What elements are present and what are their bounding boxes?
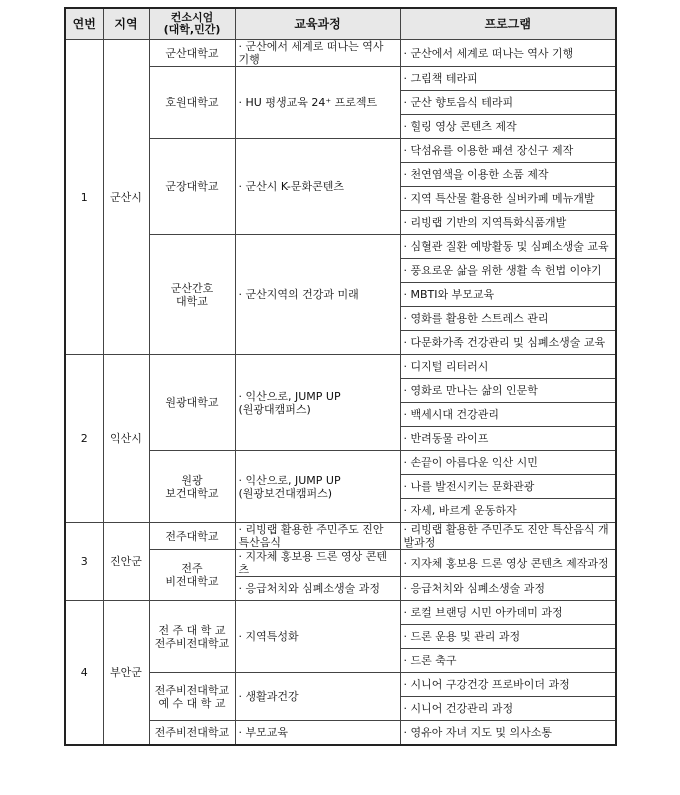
row-consortium: 호원대학교 bbox=[149, 67, 235, 139]
row-consortium: 전주대학교 bbox=[149, 523, 235, 550]
row-program bbox=[400, 355, 616, 379]
row-consortium: 군산대학교 bbox=[149, 40, 235, 67]
row-program-text: · 반려동물 라이프 bbox=[404, 432, 489, 445]
row-program bbox=[400, 379, 616, 403]
row-course bbox=[235, 601, 400, 673]
header-consortium: 컨소시엄 (대학,민간) bbox=[149, 8, 235, 40]
row-course-text: · 군산에서 세계로 떠나는 역사 기행 bbox=[239, 40, 384, 66]
row-course-text: · 익산으로, JUMP UP (원광보건대캠퍼스) bbox=[239, 474, 341, 500]
row-region: 진안군 bbox=[103, 523, 149, 601]
row-program bbox=[400, 697, 616, 721]
row-program bbox=[400, 211, 616, 235]
row-program bbox=[400, 91, 616, 115]
table-body bbox=[65, 40, 616, 745]
row-course bbox=[235, 40, 400, 67]
row-program-text: · 지역 특산물 활용한 실버카페 메뉴개발 bbox=[404, 192, 595, 205]
row-program bbox=[400, 139, 616, 163]
row-program-text: · 백세시대 건강관리 bbox=[404, 408, 500, 421]
row-no: 2 bbox=[65, 355, 103, 523]
header-row bbox=[65, 8, 616, 40]
table-row bbox=[65, 40, 616, 67]
header-region: 지역 bbox=[103, 8, 149, 40]
row-region: 익산시 bbox=[103, 355, 149, 523]
table-row bbox=[65, 601, 616, 625]
row-program-text: · 드론 축구 bbox=[404, 654, 457, 667]
row-course-text: · HU 평생교육 24⁺ 프로젝트 bbox=[239, 96, 378, 109]
row-program bbox=[400, 499, 616, 523]
row-course-text: · 지자체 홍보용 드론 영상 콘텐츠 bbox=[239, 550, 388, 576]
row-course bbox=[235, 451, 400, 523]
row-course bbox=[235, 235, 400, 355]
row-program bbox=[400, 721, 616, 745]
row-course-text: · 지역특성화 bbox=[239, 630, 299, 643]
row-consortium: 원광 보건대학교 bbox=[149, 451, 235, 523]
row-program-text: · 리빙랩 활용한 주민주도 진안 특산음식 개발과정 bbox=[404, 523, 609, 549]
row-consortium: 전 주 대 학 교 전주비전대학교 bbox=[149, 601, 235, 673]
row-program bbox=[400, 550, 616, 577]
row-course bbox=[235, 550, 400, 577]
table-row bbox=[65, 355, 616, 379]
row-course bbox=[235, 523, 400, 550]
row-course-text: · 리빙랩 활용한 주민주도 진안 특산음식 bbox=[239, 523, 384, 549]
row-consortium: 전주비전대학교 bbox=[149, 721, 235, 745]
row-course bbox=[235, 139, 400, 235]
row-course-text: · 생활과건강 bbox=[239, 690, 299, 703]
row-program bbox=[400, 403, 616, 427]
row-program bbox=[400, 601, 616, 625]
row-program-text: · 심혈관 질환 예방활동 및 심폐소생술 교육 bbox=[404, 240, 609, 253]
row-program-text: · 힐링 영상 콘텐츠 제작 bbox=[404, 120, 517, 133]
row-consortium: 전주비전대학교 예 수 대 학 교 bbox=[149, 673, 235, 721]
header-program: 프로그램 bbox=[400, 8, 616, 40]
row-program bbox=[400, 427, 616, 451]
row-course bbox=[235, 67, 400, 139]
header-course: 교육과정 bbox=[235, 8, 400, 40]
row-program-text: · 시니어 구강건강 프로바이더 과정 bbox=[404, 678, 570, 691]
row-program bbox=[400, 67, 616, 91]
row-course-text: · 익산으로, JUMP UP (원광대캠퍼스) bbox=[239, 390, 341, 416]
row-program-text: · 천연염색을 이용한 소품 제작 bbox=[404, 168, 549, 181]
row-program-text: · 나를 발전시키는 문화관광 bbox=[404, 480, 535, 493]
row-region: 군산시 bbox=[103, 40, 149, 355]
table-row bbox=[65, 523, 616, 550]
row-consortium: 군장대학교 bbox=[149, 139, 235, 235]
row-program-text: · 리빙랩 기반의 지역특화식품개발 bbox=[404, 216, 567, 229]
row-program bbox=[400, 649, 616, 673]
row-program-text: · 영화를 활용한 스트레스 관리 bbox=[404, 312, 549, 325]
row-program bbox=[400, 259, 616, 283]
row-no: 4 bbox=[65, 601, 103, 745]
row-program-text: · 지자체 홍보용 드론 영상 콘텐츠 제작과정 bbox=[404, 557, 609, 570]
row-program-text: · 군산에서 세계로 떠나는 역사 기행 bbox=[404, 47, 574, 60]
header-no: 연번 bbox=[65, 8, 103, 40]
row-program bbox=[400, 451, 616, 475]
program-table bbox=[64, 7, 617, 746]
row-program bbox=[400, 115, 616, 139]
row-course bbox=[235, 721, 400, 745]
row-program bbox=[400, 163, 616, 187]
row-program-text: · 닥섬유를 이용한 패션 장신구 제작 bbox=[404, 144, 574, 157]
row-program bbox=[400, 40, 616, 67]
row-region: 부안군 bbox=[103, 601, 149, 745]
row-program bbox=[400, 523, 616, 550]
row-course bbox=[235, 355, 400, 451]
row-program bbox=[400, 283, 616, 307]
row-program-text: · 영유아 자녀 지도 및 의사소통 bbox=[404, 726, 553, 739]
row-consortium: 군산간호 대학교 bbox=[149, 235, 235, 355]
row-program-text: · 응급처치와 심폐소생술 과정 bbox=[404, 582, 546, 595]
row-course bbox=[235, 577, 400, 601]
row-no: 1 bbox=[65, 40, 103, 355]
row-course-text: · 응급처치와 심폐소생술 과정 bbox=[239, 582, 381, 595]
row-program-text: · 그림책 테라피 bbox=[404, 72, 478, 85]
row-program-text: · 로컬 브랜딩 시민 아카데미 과정 bbox=[404, 606, 563, 619]
row-course-text: · 군산지역의 건강과 미래 bbox=[239, 288, 359, 301]
row-program-text: · 풍요로운 삶을 위한 생활 속 헌법 이야기 bbox=[404, 264, 602, 277]
row-no: 3 bbox=[65, 523, 103, 601]
row-course-text: · 부모교육 bbox=[239, 726, 289, 739]
row-program-text: · 디지털 리터러시 bbox=[404, 360, 489, 373]
row-program bbox=[400, 625, 616, 649]
row-consortium: 원광대학교 bbox=[149, 355, 235, 451]
row-program-text: · 영화로 만나는 삶의 인문학 bbox=[404, 384, 538, 397]
row-program bbox=[400, 475, 616, 499]
row-consortium: 전주 비전대학교 bbox=[149, 550, 235, 601]
row-program-text: · 자세, 바르게 운동하자 bbox=[404, 504, 517, 517]
row-program bbox=[400, 307, 616, 331]
row-program bbox=[400, 331, 616, 355]
row-program bbox=[400, 235, 616, 259]
row-program bbox=[400, 187, 616, 211]
row-program-text: · 드론 운용 및 관리 과정 bbox=[404, 630, 521, 643]
row-program-text: · 군산 향토음식 테라피 bbox=[404, 96, 514, 109]
row-program-text: · 손끝이 아름다운 익산 시민 bbox=[404, 456, 538, 469]
row-program bbox=[400, 577, 616, 601]
row-program-text: · 다문화가족 건강관리 및 심폐소생술 교육 bbox=[404, 336, 606, 349]
row-program bbox=[400, 673, 616, 697]
row-course bbox=[235, 673, 400, 721]
row-program-text: · 시니어 건강관리 과정 bbox=[404, 702, 514, 715]
row-program-text: · MBTI와 부모교육 bbox=[404, 288, 495, 301]
row-course-text: · 군산시 K-문화콘텐츠 bbox=[239, 180, 345, 193]
